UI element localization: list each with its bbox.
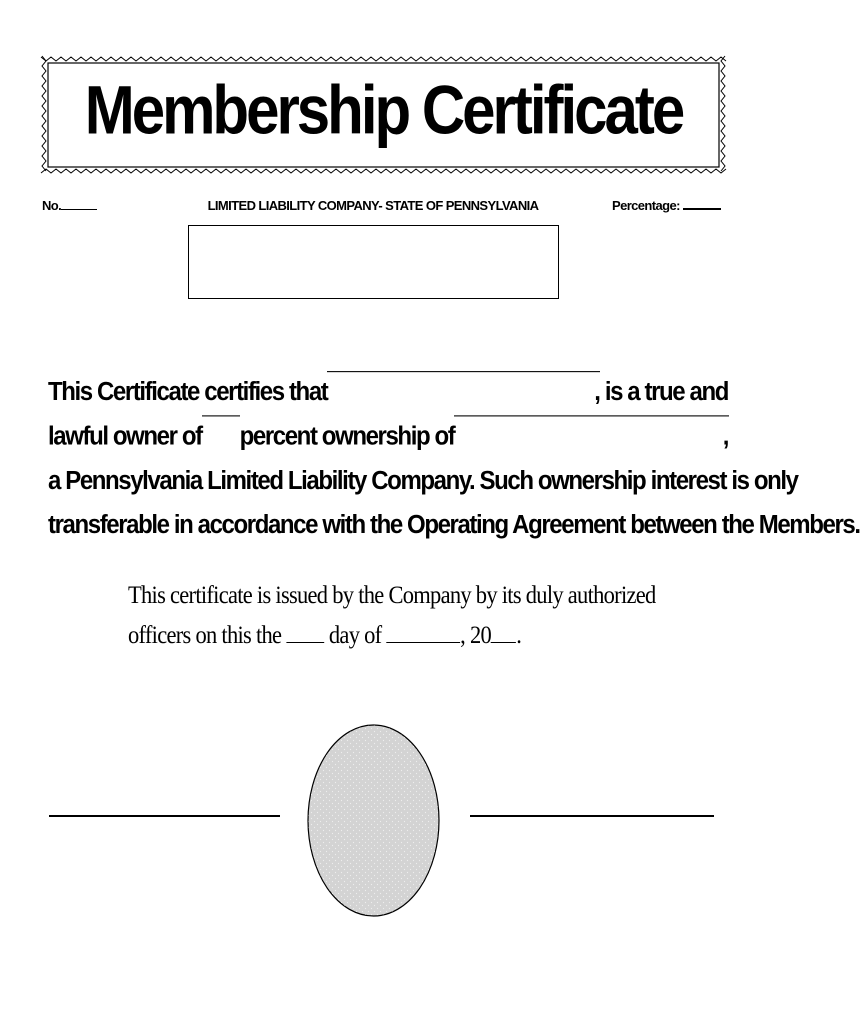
certification-paragraph	[48, 370, 860, 547]
year-blank	[491, 641, 516, 643]
company-line: LIMITED LIABILITY COMPANY- STATE OF PENNSYLVANIA	[207, 198, 539, 213]
issued-line2-mid: day of	[328, 622, 382, 649]
line4: transferable in accordance with the Operating Agreement between the Members.	[48, 510, 860, 540]
paragraph-line-1	[48, 370, 728, 414]
line2-end: ,	[722, 421, 728, 451]
issued-line2-end: .	[516, 622, 522, 649]
signature-line-right	[470, 815, 714, 817]
issued-line-1: This certificate is issued by the Company by its duly authorized	[128, 582, 656, 609]
paragraph-line-3	[48, 459, 798, 503]
line2-mid: percent ownership of	[239, 421, 455, 451]
company-name-blank	[454, 414, 728, 416]
percentage-blank	[683, 207, 721, 210]
member-name-box	[188, 225, 559, 299]
line2-start: lawful owner of	[48, 421, 202, 451]
issuance-statement	[128, 576, 656, 656]
line3: a Pennsylvania Limited Liability Company. Such ownership interest is only	[48, 466, 798, 496]
certificate-title: Membership Certificate	[84, 71, 683, 149]
line1-end: , is a true and	[594, 377, 728, 407]
number-label: No.	[42, 198, 62, 213]
percentage-label: Percentage:	[612, 198, 680, 213]
percentage-field	[612, 198, 721, 213]
percent-blank	[202, 414, 240, 416]
issued-line2-year: , 20	[460, 622, 492, 649]
paragraph-line-4	[48, 503, 860, 547]
day-blank	[286, 641, 324, 643]
line1-start: This Certificate certifies that	[48, 377, 328, 407]
title-frame	[41, 56, 726, 174]
issued-line2-start: officers on this the	[128, 622, 282, 649]
month-blank	[386, 641, 460, 643]
paragraph-line-2	[48, 414, 728, 458]
issued-line-2	[128, 616, 632, 656]
company-seal	[307, 724, 440, 917]
owner-name-blank	[327, 370, 600, 372]
signature-line-left	[49, 815, 280, 817]
